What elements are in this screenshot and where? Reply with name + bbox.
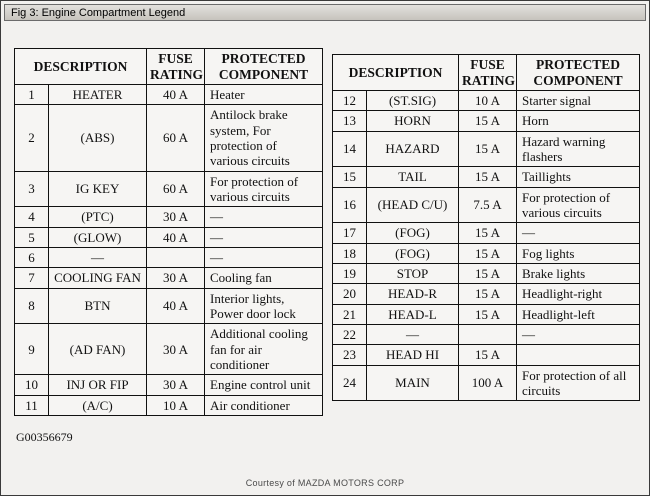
table-row (15, 324, 323, 375)
table-row (15, 395, 323, 415)
cell-desc: HORN (367, 111, 459, 131)
header-description: DESCRIPTION (333, 55, 459, 91)
cell-desc: BTN (49, 288, 147, 324)
cell-fuse: 30 A (147, 207, 205, 227)
fuse-table-left (14, 48, 323, 416)
cell-comp: — (205, 207, 323, 227)
cell-desc: (PTC) (49, 207, 147, 227)
cell-fuse: 10 A (459, 91, 517, 111)
table-row (333, 167, 640, 187)
cell-num: 18 (333, 243, 367, 263)
cell-comp: Antilock brake system, For protection of various circuits (205, 105, 323, 171)
cell-comp: — (517, 223, 640, 243)
cell-comp: For protection of all circuits (517, 365, 640, 401)
cell-desc: (FOG) (367, 223, 459, 243)
cell-comp: Air conditioner (205, 395, 323, 415)
cell-num: 16 (333, 187, 367, 223)
cell-fuse: 7.5 A (459, 187, 517, 223)
cell-comp: Cooling fan (205, 268, 323, 288)
cell-desc: COOLING FAN (49, 268, 147, 288)
cell-desc: (ABS) (49, 105, 147, 171)
table-row (15, 227, 323, 247)
table-row (15, 105, 323, 171)
cell-num: 21 (333, 304, 367, 324)
cell-desc: INJ OR FIP (49, 375, 147, 395)
cell-num: 12 (333, 91, 367, 111)
cell-desc: HEAD-L (367, 304, 459, 324)
cell-fuse: 15 A (459, 263, 517, 283)
cell-fuse: 40 A (147, 85, 205, 105)
cell-num: 24 (333, 365, 367, 401)
cell-num: 5 (15, 227, 49, 247)
cell-fuse: 60 A (147, 171, 205, 207)
cell-comp: Starter signal (517, 91, 640, 111)
cell-fuse (147, 247, 205, 267)
cell-desc: HEATER (49, 85, 147, 105)
table-row (333, 284, 640, 304)
cell-desc: HAZARD (367, 131, 459, 167)
cell-desc: STOP (367, 263, 459, 283)
table-row (333, 243, 640, 263)
cell-comp: Headlight-left (517, 304, 640, 324)
cell-num: 19 (333, 263, 367, 283)
cell-fuse (459, 324, 517, 344)
cell-comp: — (205, 247, 323, 267)
table-row (333, 131, 640, 167)
cell-num: 22 (333, 324, 367, 344)
cell-desc: HEAD-R (367, 284, 459, 304)
table-row (333, 111, 640, 131)
cell-fuse: 40 A (147, 288, 205, 324)
table-row (333, 365, 640, 401)
cell-num: 23 (333, 345, 367, 365)
cell-fuse: 15 A (459, 223, 517, 243)
cell-fuse: 60 A (147, 105, 205, 171)
table-row (333, 324, 640, 344)
cell-desc: (A/C) (49, 395, 147, 415)
cell-num: 3 (15, 171, 49, 207)
header-description: DESCRIPTION (15, 49, 147, 85)
cell-desc: (AD FAN) (49, 324, 147, 375)
cell-desc: — (367, 324, 459, 344)
cell-fuse: 10 A (147, 395, 205, 415)
cell-fuse: 15 A (459, 167, 517, 187)
cell-num: 6 (15, 247, 49, 267)
cell-desc: (HEAD C/U) (367, 187, 459, 223)
cell-num: 17 (333, 223, 367, 243)
cell-desc: IG KEY (49, 171, 147, 207)
table-row (15, 207, 323, 227)
table-row (15, 375, 323, 395)
header-protected-component: PROTECTED COMPONENT (205, 49, 323, 85)
cell-comp: Horn (517, 111, 640, 131)
cell-desc: (GLOW) (49, 227, 147, 247)
table-row (15, 268, 323, 288)
cell-desc: — (49, 247, 147, 267)
cell-num: 14 (333, 131, 367, 167)
table-row (333, 223, 640, 243)
cell-fuse: 15 A (459, 243, 517, 263)
header-fuse-rating: FUSE RATING (147, 49, 205, 85)
cell-comp: For protection of various circuits (205, 171, 323, 207)
cell-comp (517, 345, 640, 365)
cell-desc: (FOG) (367, 243, 459, 263)
table-row (15, 85, 323, 105)
cell-num: 2 (15, 105, 49, 171)
cell-comp: Heater (205, 85, 323, 105)
cell-fuse: 30 A (147, 324, 205, 375)
cell-num: 10 (15, 375, 49, 395)
cell-desc: HEAD HI (367, 345, 459, 365)
table-row (333, 91, 640, 111)
cell-comp: Taillights (517, 167, 640, 187)
cell-comp: For protection of various circuits (517, 187, 640, 223)
cell-comp: Fog lights (517, 243, 640, 263)
cell-comp: — (517, 324, 640, 344)
table-row (333, 263, 640, 283)
cell-fuse: 15 A (459, 131, 517, 167)
cell-num: 4 (15, 207, 49, 227)
cell-num: 11 (15, 395, 49, 415)
cell-num: 20 (333, 284, 367, 304)
cell-desc: TAIL (367, 167, 459, 187)
header-row (333, 55, 640, 91)
table-row (333, 304, 640, 324)
cell-fuse: 100 A (459, 365, 517, 401)
cell-num: 7 (15, 268, 49, 288)
header-protected-component: PROTECTED COMPONENT (517, 55, 640, 91)
title-bar (4, 4, 646, 21)
cell-comp: Interior lights, Power door lock (205, 288, 323, 324)
cell-desc: MAIN (367, 365, 459, 401)
courtesy-note: Courtesy of MAZDA MOTORS CORP (245, 478, 405, 488)
cell-comp: Brake lights (517, 263, 640, 283)
header-fuse-rating: FUSE RATING (459, 55, 517, 91)
cell-fuse: 30 A (147, 268, 205, 288)
table-row (333, 345, 640, 365)
cell-comp: Headlight-right (517, 284, 640, 304)
cell-fuse: 15 A (459, 304, 517, 324)
cell-num: 9 (15, 324, 49, 375)
cell-num: 15 (333, 167, 367, 187)
cell-comp: Engine control unit (205, 375, 323, 395)
cell-num: 8 (15, 288, 49, 324)
figure-title: Fig 3: Engine Compartment Legend (11, 6, 186, 19)
cell-fuse: 15 A (459, 284, 517, 304)
cell-desc: (ST.SIG) (367, 91, 459, 111)
cell-fuse: 40 A (147, 227, 205, 247)
cell-num: 1 (15, 85, 49, 105)
header-row (15, 49, 323, 85)
table-row (333, 187, 640, 223)
cell-comp: Additional cooling fan for air conditioner (205, 324, 323, 375)
table-row (15, 288, 323, 324)
fuse-table-right (332, 54, 640, 401)
cell-fuse: 15 A (459, 345, 517, 365)
cell-fuse: 30 A (147, 375, 205, 395)
cell-num: 13 (333, 111, 367, 131)
cell-comp: — (205, 227, 323, 247)
table-row (15, 171, 323, 207)
table-row (15, 247, 323, 267)
cell-fuse: 15 A (459, 111, 517, 131)
cell-comp: Hazard warning flashers (517, 131, 640, 167)
figure-id: G00356679 (16, 430, 73, 444)
